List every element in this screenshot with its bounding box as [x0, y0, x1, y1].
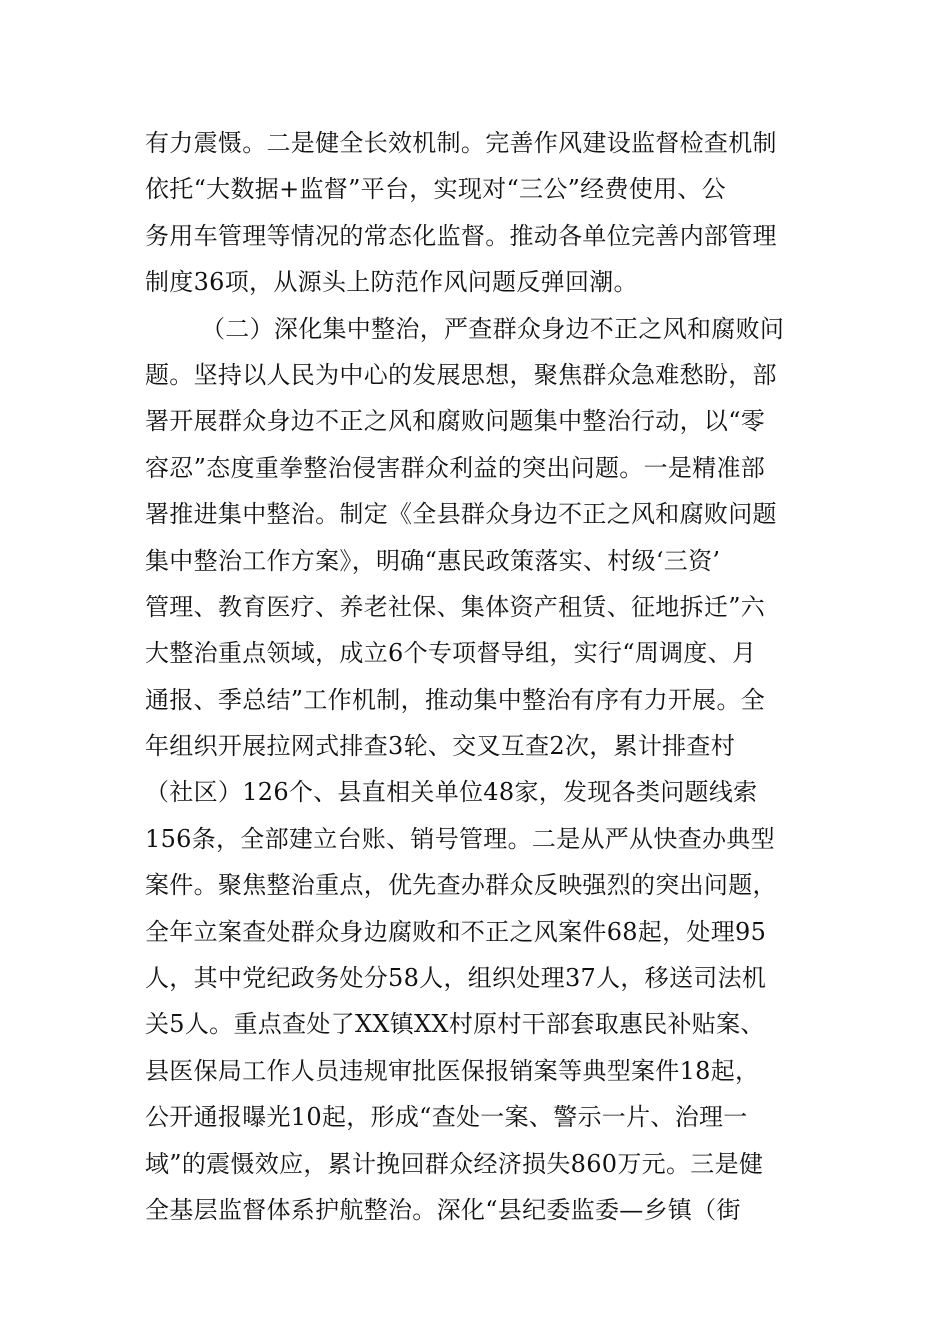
- text-line: 年组织开展拉网式排查3轮、交叉互查2次，累计排查村: [145, 732, 736, 761]
- text-line: 人，其中党纪政务处分58人，组织处理37人，移送司法机: [145, 964, 767, 993]
- section-heading: （二）深化集中整治，严查群众身边不正之风和腐败问: [201, 314, 785, 343]
- text-line: 公开通报曝光10起，形成“查处一案、警示一片、治理一: [145, 1103, 748, 1132]
- text-line: 156条，全部建立台账、销号管理。二是从严从快查办典型: [145, 824, 775, 853]
- text-line: 大整治重点领域，成立6个专项督导组，实行“周调度、月: [145, 639, 757, 668]
- text-line: 有力震慑。二是健全长效机制。完善作风建设监督检查机制: [145, 129, 777, 157]
- text-line: 容忍”态度重拳整治侵害群众利益的突出问题。一是精准部: [145, 453, 766, 482]
- text-line: 案件。聚焦整治重点，优先查办群众反映强烈的突出问题，: [145, 871, 777, 900]
- text-line: 全基层监督体系护航整治。深化“县纪委监委—乡镇（街: [145, 1195, 741, 1224]
- text-line: 域”的震慑效应，累计挽回群众经济损失860万元。三是健: [145, 1149, 764, 1178]
- text-line: 通报、季总结”工作机制，推动集中整治有序有力开展。全: [145, 685, 766, 714]
- text-line: （社区）126个、县直相关单位48家，发现各类问题线索: [145, 778, 758, 807]
- text-line: 全年立案查处群众身边腐败和不正之风案件68起，处理95: [145, 917, 767, 946]
- text-line: 县医保局工作人员违规审批医保报销案等典型案件18起，: [145, 1056, 760, 1085]
- text-line: 署推进集中整治。制定《全县群众身边不正之风和腐败问题: [145, 500, 777, 529]
- text-line: 务用车管理等情况的常态化监督。推动各单位完善内部管理: [145, 221, 777, 250]
- text-line: 题。坚持以人民为中心的发展思想，聚焦群众急难愁盼，部: [145, 360, 777, 389]
- text-line: 集中整治工作方案》，明确“惠民政策落实、村级‘三资’: [145, 546, 721, 575]
- text-line: 管理、教育医疗、养老社保、集体资产租赁、征地拆迁”六: [145, 592, 766, 621]
- text-line: 依托“大数据+监督”平台，实现对“三公”经费使用、公: [145, 175, 726, 204]
- text-line: 制度36项，从源头上防范作风问题反弹回潮。: [145, 268, 638, 297]
- text-line: 关5人。重点查处了XX镇XX村原村干部套取惠民补贴案、: [145, 1010, 765, 1039]
- text-line: 署开展群众身边不正之风和腐败问题集中整治行动，以“零: [145, 407, 766, 436]
- body-text: [145, 120, 810, 1233]
